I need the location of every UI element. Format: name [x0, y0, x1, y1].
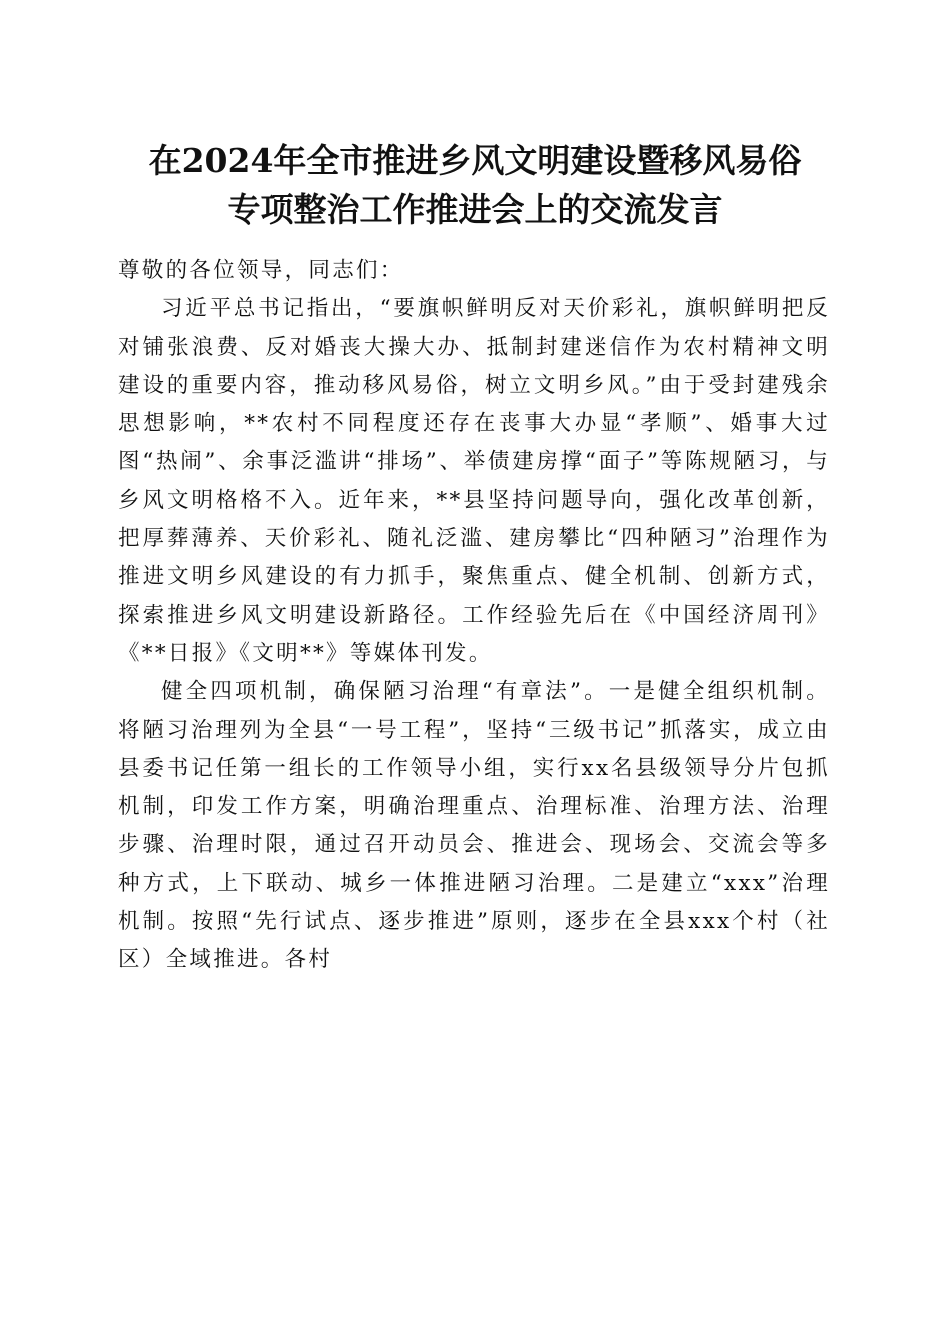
title-line-2: 专项整治工作推进会上的交流发言	[227, 190, 723, 229]
paragraph-mechanisms: 健全四项机制，确保陋习治理“有章法”。一是健全组织机制。将陋习治理列为全县“一号工程”，坚持“三级书记”抓落实，成立由县委书记任第一组长的工作领导小组，实行xx名县级领导分片包抓机制，印发工作方案，明确治理重点、治理标准、治理方法、治理步骤、治理时限，通过召开动员会、推进会、现场会、交流会等多种方式，上下联动、城乡一体推进陋习治理。二是建立“xxx”治理机制。按照“先行试点、逐步推进”原则，逐步在全县xxx个村（社区）全域推进。各村	[118, 679, 830, 973]
document-body	[118, 252, 830, 980]
title-line-1: 在2024年全市推进乡风文明建设暨移风易俗	[148, 141, 802, 180]
document-title	[100, 136, 850, 234]
paragraph-intro: 习近平总书记指出，“要旗帜鲜明反对天价彩礼，旗帜鲜明把反对铺张浪费、反对婚丧大操大办、抵制封建迷信作为农村精神文明建设的重要内容，推动移风易俗，树立文明乡风。”由于受封建残余思想影响，**农村不同程度还存在丧事大办显“孝顺”、婚事大过图“热闹”、余事泛滥讲“排场”、举债建房撑“面子”等陈规陋习，与乡风文明格格不入。近年来，**县坚持问题导向，强化改革创新，把厚葬薄养、天价彩礼、随礼泛滥、建房攀比“四种陋习”治理作为推进文明乡风建设的有力抓手，聚焦重点、健全机制、创新方式，探索推进乡风文明建设新路径。工作经验先后在《中国经济周刊》《**日报》《文明**》等媒体刊发。	[118, 296, 830, 666]
salutation: 尊敬的各位领导，同志们：	[118, 258, 404, 283]
